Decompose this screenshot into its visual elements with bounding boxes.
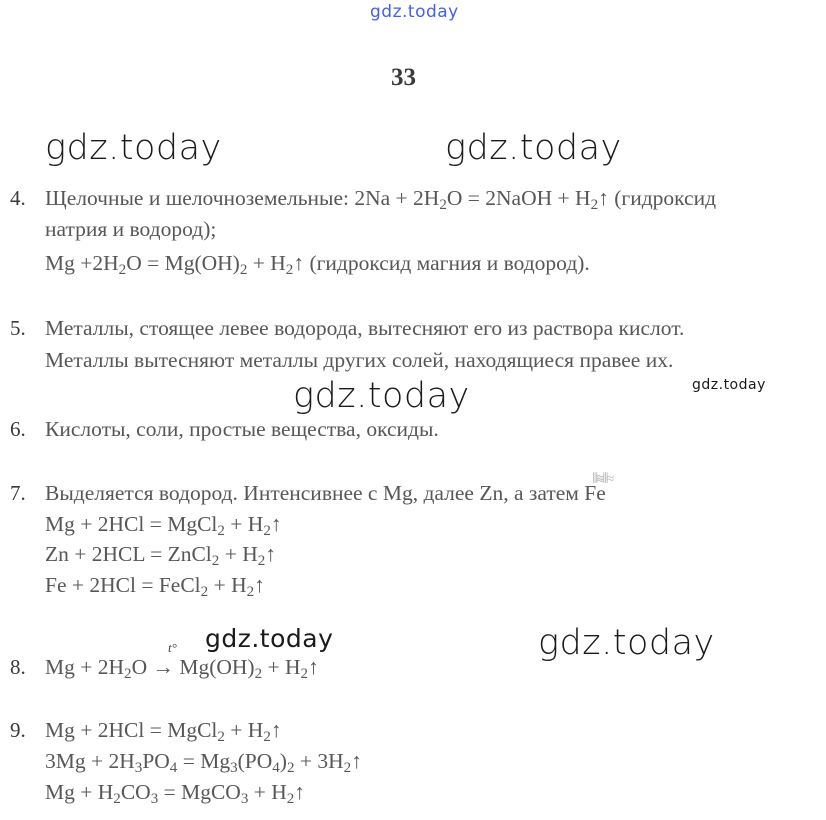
watermark-large: gdz.today [538,623,715,663]
item-number: 9. [10,718,26,742]
watermark-top: gdz.today [370,2,459,22]
arrow-label: t° [168,640,177,655]
scribble-mark: ⦀≋⦀≈ [592,472,613,487]
item-number: 6. [10,417,26,441]
item-line: Металлы, стоящее левее водорода, вытесняют его из раствора кислот. [45,316,685,340]
item-line: $3Mg + 2H_3PO_4 = Mg_3(PO_4)_2$ + $3H_2↑$ [45,749,362,776]
item-line: Кислоты, соли, простые вещества, оксиды. [45,417,439,441]
item-number: 7. [10,481,26,505]
item-line: Mg + 2HCl = MgCl$_2$ + $H_2↑$ [45,512,282,539]
item-line: $Mg +2H_2O = Mg(OH)_2$ + $H_2↑$ (гидроксид магния и водород). [45,251,590,278]
item-number: 4. [10,186,26,210]
watermark-small: gdz.today [692,377,766,393]
watermark-medium: gdz.today [205,624,334,653]
item-line: $Mg + H_2CO_3$ = MgCO$_3$ + $H_2↑$ [45,780,306,807]
item-line: Fe + 2HCl = FeCl$_2$ + $H_2↑$ [45,573,265,600]
watermark-center: gdz.today [293,376,470,416]
item-line: Выделяется водород. Интенсивнее с Mg, далее Zn, а затем Fe [45,481,606,505]
item-line: Zn + 2HCL = ZnCl$_2$ + $H_2↑$ [45,542,277,569]
watermark-large: gdz.today [445,128,622,168]
watermark-large: gdz.today [45,128,222,168]
item-line: Mg + 2HCl = MgCl$_2$ + $H_2↑$ [45,718,282,745]
item-line: $Mg + 2H_2O \to Mg(OH)_2$ + $H_2↑$ [45,655,319,682]
item-line: Щелочные и шелочноземельные: $2Na + 2H_2O$ = 2NaOH + $H_2↑$ (гидроксид [45,186,717,213]
page-number: 33 [391,64,416,91]
item-line: Металлы вытесняют металлы других солей, находящиеся правее их. [45,348,674,372]
item-number: 5. [10,316,26,340]
item-number: 8. [10,655,26,679]
item-line: натрия и водород); [45,217,217,241]
